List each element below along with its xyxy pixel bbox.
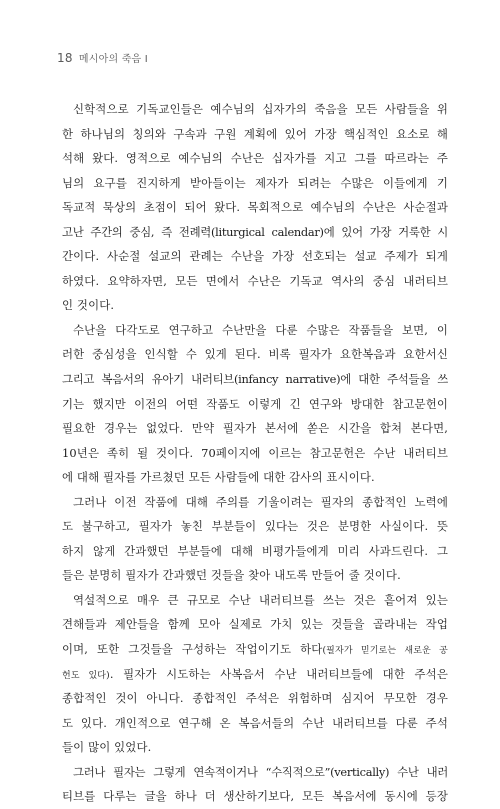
text-line [62, 97, 448, 122]
line-text: 에 대해 필자를 가르쳤던 모든 사람들에 대한 감사의 표시이다. [62, 470, 375, 485]
line-text: 수난을 다각도로 연구하고 수난만을 다룬 수많은 작품들을 보면, 이 [73, 322, 448, 337]
text-line [62, 465, 448, 490]
text-line [62, 342, 448, 367]
line-text: 견해들과 제안들을 함께 모아 실제로 가치 있는 것들을 골라내는 작업 [62, 617, 448, 632]
line-text: 종합적인 것이 아니다. 종합적인 주석은 위험하며 심지어 무모한 경우 [62, 691, 448, 706]
line-text: 독교적 묵상의 초점이 되어 왔다. 목회적으로 예수님의 수난은 사순절과 [62, 200, 448, 215]
text-line [62, 563, 448, 588]
line-text: 이며, 또한 그것들을 구성하는 작업이기도 하다 [62, 642, 323, 657]
text-line [62, 637, 448, 662]
line-text: 석해 왔다. 영적으로 예수님의 수난은 십자가를 지고 그를 따르라는 주 [62, 151, 448, 166]
text-line [62, 588, 448, 613]
text-line [62, 392, 448, 417]
line-text: 하지 않게 간과했던 부분들에 대해 비평가들에게 미리 사과드린다. 그 [62, 543, 448, 558]
line-text: 역설적으로 매우 큰 규모로 수난 내러티브를 쓰는 것은 흩어져 있는 [73, 592, 448, 607]
text-line [62, 686, 448, 711]
text-line [62, 514, 448, 539]
inline-note: (필자가 믿기로는 새로운 공 [322, 646, 448, 657]
line-text: 고난 주간의 중심, 즉 전례력(liturgical calendar)에 있어 가장 거룩한 시 [62, 224, 448, 239]
text-line [62, 416, 448, 441]
text-line [62, 122, 448, 147]
line-text: 간이다. 사순절 설교의 관례는 수난을 가장 선호되는 설교 주제가 되게 [62, 249, 448, 264]
line-text: 필요한 경우는 없었다. 만약 필자가 본서에 쏟은 시간을 합쳐 본다면, [62, 421, 448, 436]
line-text: 도 불구하고, 필자가 놓친 부분들이 있다는 것은 분명한 사실이다. 뜻 [62, 519, 448, 534]
line-text: 인 것이다. [62, 298, 115, 313]
line-text: 티브를 다루는 글을 하나 더 생산하기보다, 모든 복음서에 동시에 등장 [62, 789, 448, 804]
line-text: 기는 했지만 이전의 어떤 작품도 이렇게 긴 연구와 방대한 참고문헌이 [62, 396, 448, 411]
line-text: 10년은 족히 될 것이다. 70페이지에 이르는 참고문헌은 수난 내러티브 [62, 445, 448, 460]
text-line [62, 490, 448, 515]
line-text: 신학적으로 기독교인들은 예수님의 십자가의 죽음을 모든 사람들을 위 [73, 102, 448, 116]
text-line [62, 760, 448, 785]
text-line [62, 244, 448, 269]
line-text: 그리고 복음서의 유아기 내러티브(infancy narrative)에 대한 주석들을 쓰 [62, 372, 448, 387]
text-line [62, 171, 448, 196]
text-line [62, 367, 448, 392]
line-text: 님의 요구를 진지하게 받아들이는 제자가 되려는 수많은 이들에게 기 [62, 175, 448, 190]
line-text: 들이 많이 있었다. [62, 740, 152, 755]
running-title: 메시아의 죽음 I [78, 54, 148, 65]
text-line [62, 293, 448, 318]
line-text: 한 하나님의 칭의와 구속과 구원 계획에 있어 가장 핵심적인 요소로 해 [62, 126, 448, 141]
line-text: 그러나 이전 작품에 대해 주의를 기울이려는 필자의 종합적인 노력에 [73, 494, 448, 509]
text-line [62, 784, 448, 809]
text-line [62, 441, 448, 466]
line-text: 하였다. 요약하자면, 모든 면에서 수난은 기독교 역사의 중심 내러티브 [62, 273, 448, 288]
text-line [62, 269, 448, 294]
text-line [62, 195, 448, 220]
text-line [62, 735, 448, 760]
text-line [62, 318, 448, 343]
text-line [62, 539, 448, 564]
body-text [62, 97, 448, 809]
line-text: 러한 중심성을 인식할 수 있게 된다. 비록 필자가 요한복음과 요한서신 [62, 347, 448, 362]
line-text: 그러나 필자는 그렇게 연속적이거나 “수직적으로”(vertically) 수난 내러 [73, 764, 448, 779]
text-line [62, 662, 448, 687]
inline-note: 헌도 있다) [62, 670, 110, 681]
line-text: 들은 분명히 필자가 간과했던 것들을 찾아 내도록 만들어 줄 것이다. [62, 568, 401, 583]
text-line [62, 220, 448, 245]
text-line [62, 146, 448, 171]
line-text: 도 있다. 개인적으로 연구해 온 복음서들의 수난 내러티브를 다룬 주석 [62, 715, 448, 730]
text-line [62, 612, 448, 637]
line-text: . 필자가 시도하는 사복음서 수난 내러티브들에 대한 주석은 [109, 666, 448, 681]
page-number: 18 [57, 51, 73, 65]
page-header [57, 50, 148, 66]
